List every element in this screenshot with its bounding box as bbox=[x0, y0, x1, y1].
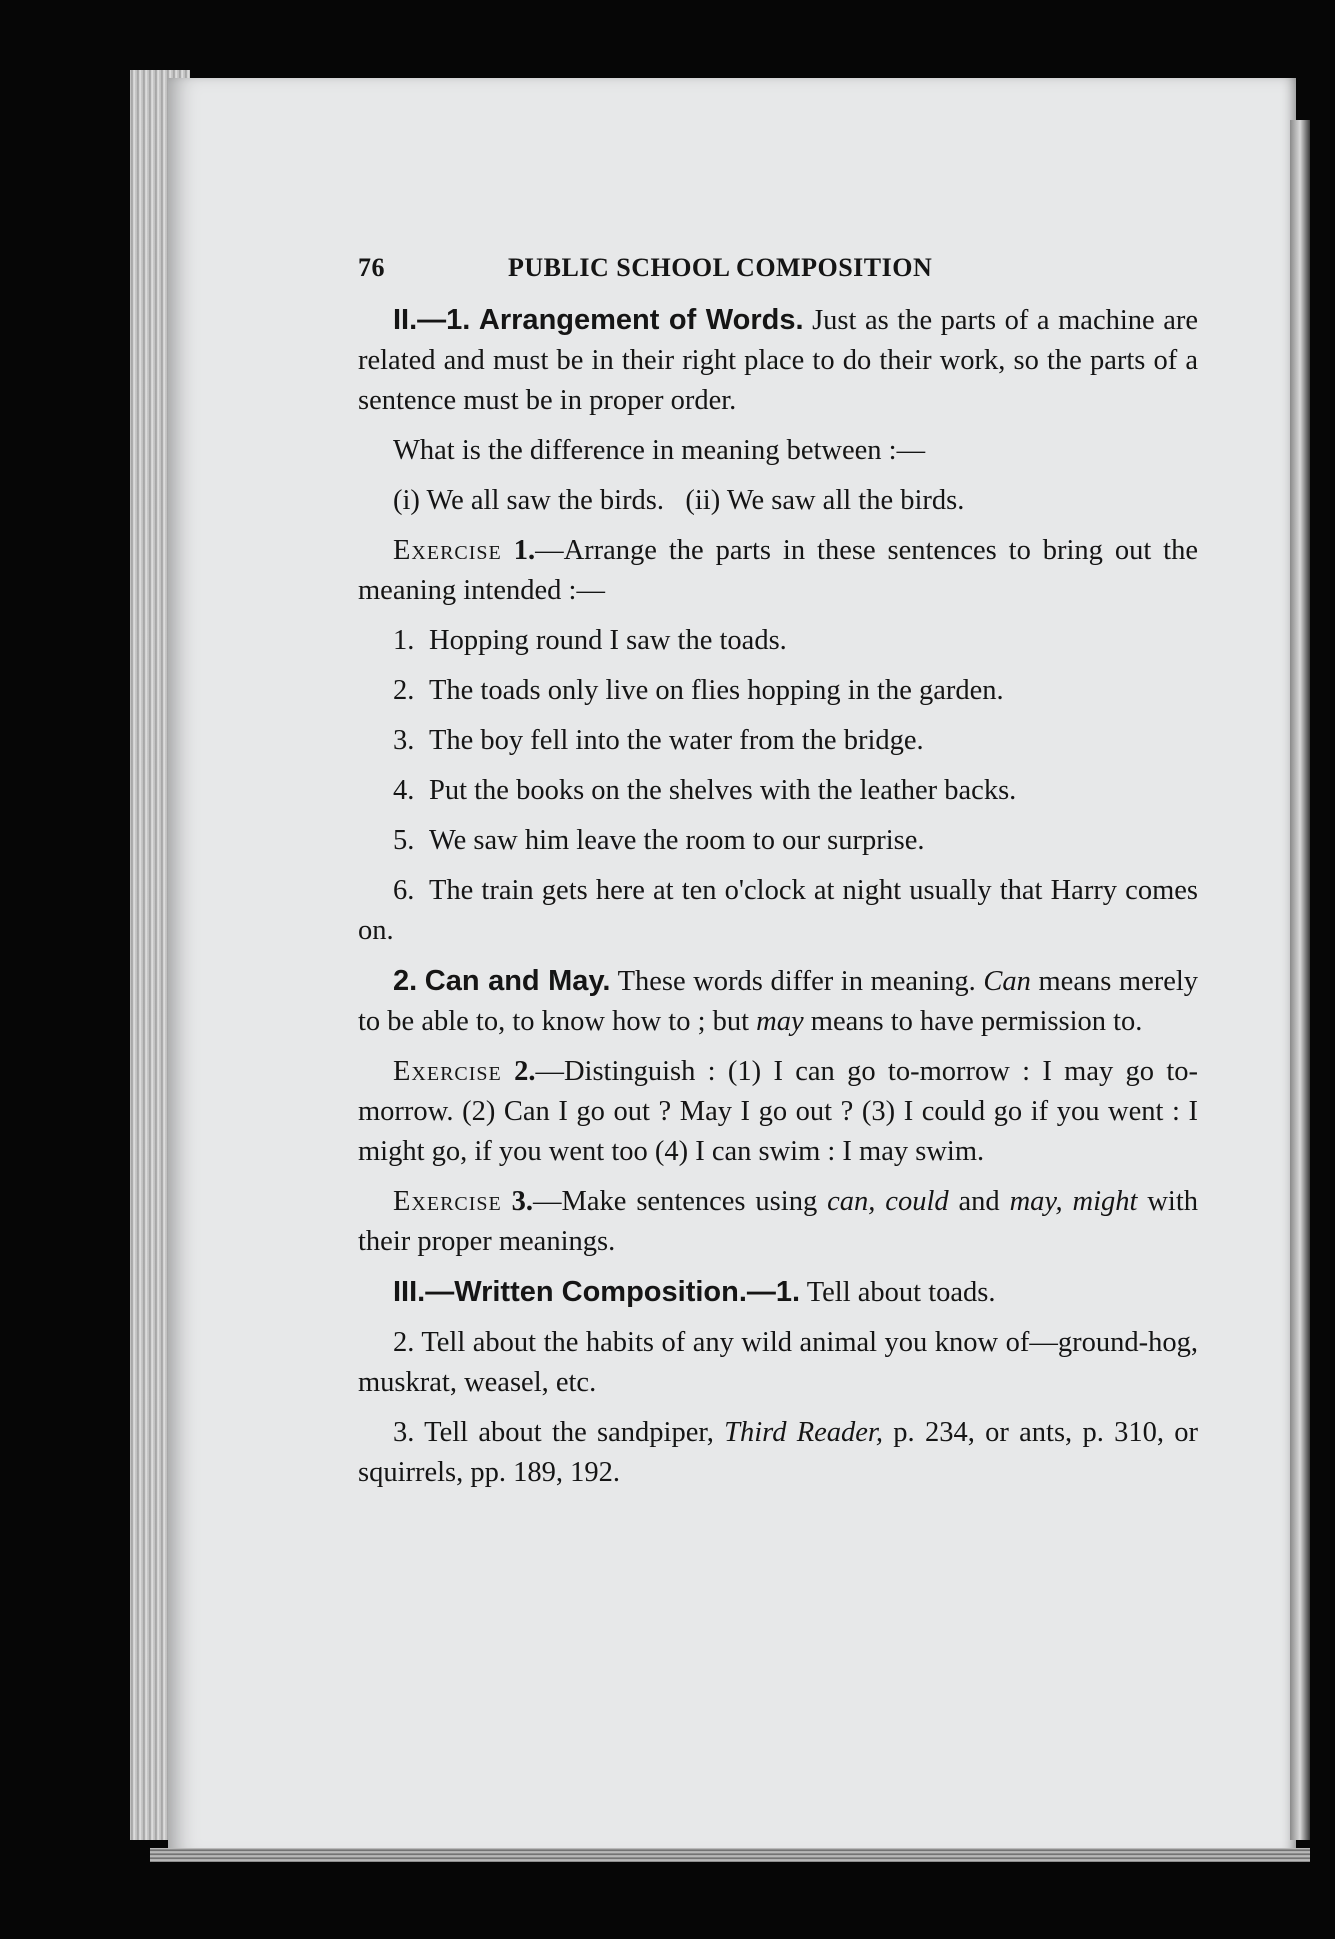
can-may-text-3: means to have permission to. bbox=[810, 1006, 1143, 1037]
list-item-number: 3. bbox=[393, 725, 415, 756]
list-item-text: The train gets here at ten o'clock at night usually that Harry comes on. bbox=[358, 875, 1198, 946]
running-title: PUBLIC SCHOOL COMPOSITION bbox=[508, 253, 933, 282]
section-3-paragraph bbox=[358, 1272, 1198, 1313]
list-item-text: The toads only live on flies hopping in the garden. bbox=[429, 675, 1004, 706]
may-word: may bbox=[756, 1006, 804, 1037]
section-3-number: III. bbox=[393, 1276, 426, 1308]
section-3-item-2-number: 2. bbox=[393, 1327, 415, 1358]
section-2-intro-text: Just as the parts of a machine are related and must be in their right place to do their work, so the parts of a sentence must be in proper order. bbox=[358, 305, 1199, 416]
list-item-text: Put the books on the shelves with the leather backs. bbox=[429, 775, 1017, 806]
section-3-item-3 bbox=[358, 1413, 1198, 1493]
can-may-text-1: These words differ in meaning. bbox=[617, 966, 976, 997]
section-3-item-2 bbox=[358, 1323, 1198, 1403]
section-3-item-2-text: Tell about the habits of any wild animal you know of—ground-hog, muskrat, weasel, etc. bbox=[358, 1327, 1198, 1398]
example-sentences: (i) We all saw the birds. (ii) We saw all the birds. bbox=[393, 485, 965, 516]
section-3-heading: —Written Composition.—1. bbox=[425, 1276, 801, 1308]
can-may-text-2: means merely to be able to, to know how to ; but bbox=[358, 966, 1199, 1037]
list-item-number: 1. bbox=[393, 625, 415, 656]
exercise-1 bbox=[358, 531, 1198, 611]
list-item-text: Hopping round I saw the toads. bbox=[429, 625, 787, 656]
exercise-2-text: —Distinguish : (1) I can go to-morrow : I may go to-morrow. (2) Can I go out ? May I go out ? (3) I could go if you went : I might go, if you went too (4) I can swim : I may swim. bbox=[358, 1056, 1198, 1167]
page-right-edge bbox=[1290, 120, 1310, 1840]
exercise-3-text-2: with their proper meanings. bbox=[358, 1186, 1199, 1257]
subsection-2-number: 2. bbox=[393, 965, 418, 997]
list-item bbox=[358, 621, 1198, 661]
list-item-number: 4. bbox=[393, 775, 415, 806]
section-2-heading: Arrangement of Words. bbox=[478, 304, 804, 336]
list-item bbox=[358, 671, 1198, 711]
exercise-1-number: 1. bbox=[513, 535, 536, 566]
section-3-item-3-text-2: p. 234, or ants, p. 310, or squirrels, pp. 189, 192. bbox=[358, 1417, 1199, 1488]
list-item bbox=[358, 871, 1198, 951]
list-item-number: 6. bbox=[393, 875, 415, 906]
list-item-text: We saw him leave the room to our surprise. bbox=[429, 825, 925, 856]
can-word: Can bbox=[983, 966, 1031, 997]
page-content bbox=[358, 248, 1198, 1503]
list-item-number: 2. bbox=[393, 675, 415, 706]
list-item bbox=[358, 821, 1198, 861]
exercise-3-words-2: may, might bbox=[1009, 1186, 1138, 1217]
exercise-1-text: —Arrange the parts in these sentences to bring out the meaning intended :— bbox=[358, 535, 1198, 606]
section-3-first: Tell about toads. bbox=[806, 1277, 996, 1308]
exercise-3 bbox=[358, 1182, 1198, 1262]
exercise-2-label: Exercise bbox=[393, 1056, 502, 1087]
list-item bbox=[358, 771, 1198, 811]
section-3-item-3-number: 3. bbox=[393, 1417, 415, 1448]
exercise-2-number: 2. bbox=[514, 1056, 536, 1087]
exercise-3-and: and bbox=[958, 1186, 1000, 1217]
exercise-1-label: Exercise bbox=[393, 535, 502, 566]
page-number: 76 bbox=[358, 253, 385, 282]
exercise-3-text-1: —Make sentences using bbox=[533, 1186, 818, 1217]
page-bottom-edge bbox=[150, 1848, 1310, 1862]
list-item-number: 5. bbox=[393, 825, 415, 856]
can-and-may-paragraph bbox=[358, 961, 1198, 1042]
exercise-2 bbox=[358, 1052, 1198, 1172]
difference-question: What is the difference in meaning between :— bbox=[393, 435, 926, 466]
list-item-text: The boy fell into the water from the bridge. bbox=[429, 725, 924, 756]
exercise-3-label: Exercise bbox=[393, 1186, 502, 1217]
third-reader-title: Third Reader, bbox=[724, 1417, 883, 1448]
subsection-2-heading: Can and May. bbox=[424, 965, 611, 997]
section-2-intro bbox=[358, 300, 1198, 421]
exercise-3-number: 3. bbox=[511, 1186, 534, 1217]
exercise-3-words-1: can, could bbox=[827, 1186, 949, 1217]
list-item bbox=[358, 721, 1198, 761]
section-3-item-3-text-1: Tell about the sandpiper, bbox=[424, 1417, 714, 1448]
running-header bbox=[358, 248, 1198, 288]
section-2-number: II.—1. bbox=[393, 304, 471, 336]
